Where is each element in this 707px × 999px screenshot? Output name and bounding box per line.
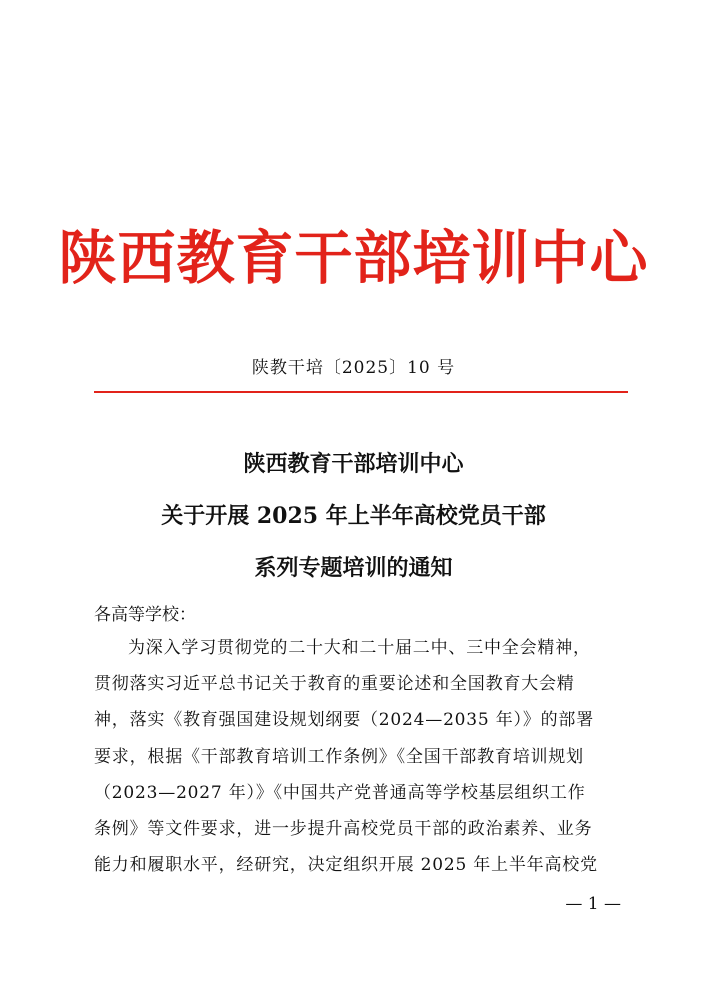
body-line: 神，落实《教育强国建设规划纲要（2024—2035 年）》的部署 bbox=[94, 710, 595, 731]
body-line: 能力和履职水平，经研究，决定组织开展 2025 年上半年高校党 bbox=[94, 855, 598, 876]
body-line: 要求，根据《干部教育培训工作条例》《全国干部教育培训规划 bbox=[94, 746, 584, 767]
red-separator-line bbox=[94, 391, 628, 393]
page-number: — 1 — bbox=[565, 894, 621, 914]
document-title bbox=[0, 438, 707, 594]
salutation: 各高等学校： bbox=[94, 605, 196, 625]
body-paragraph bbox=[94, 630, 624, 883]
title-line-1: 陕西教育干部培训中心 bbox=[243, 451, 464, 477]
document-number: 陕教干培〔2025〕10 号 bbox=[251, 358, 456, 378]
body-line: 条例》等文件要求，进一步提升高校党员干部的政治素养、业务 bbox=[94, 818, 593, 839]
title-line-2: 关于开展 2025 年上半年高校党员干部 bbox=[161, 503, 546, 529]
issuing-org-header: 陕西教育干部培训中心 bbox=[58, 224, 649, 292]
body-line: 为深入学习贯彻党的二十大和二十届二中、三中全会精神， bbox=[128, 638, 591, 658]
title-line-3: 系列专题培训的通知 bbox=[254, 555, 453, 581]
body-line: （2023—2027 年）》《中国共产党普通高等学校基层组织工作 bbox=[94, 782, 586, 803]
body-line: 贯彻落实习近平总书记关于教育的重要论述和全国教育大会精 bbox=[94, 674, 575, 695]
